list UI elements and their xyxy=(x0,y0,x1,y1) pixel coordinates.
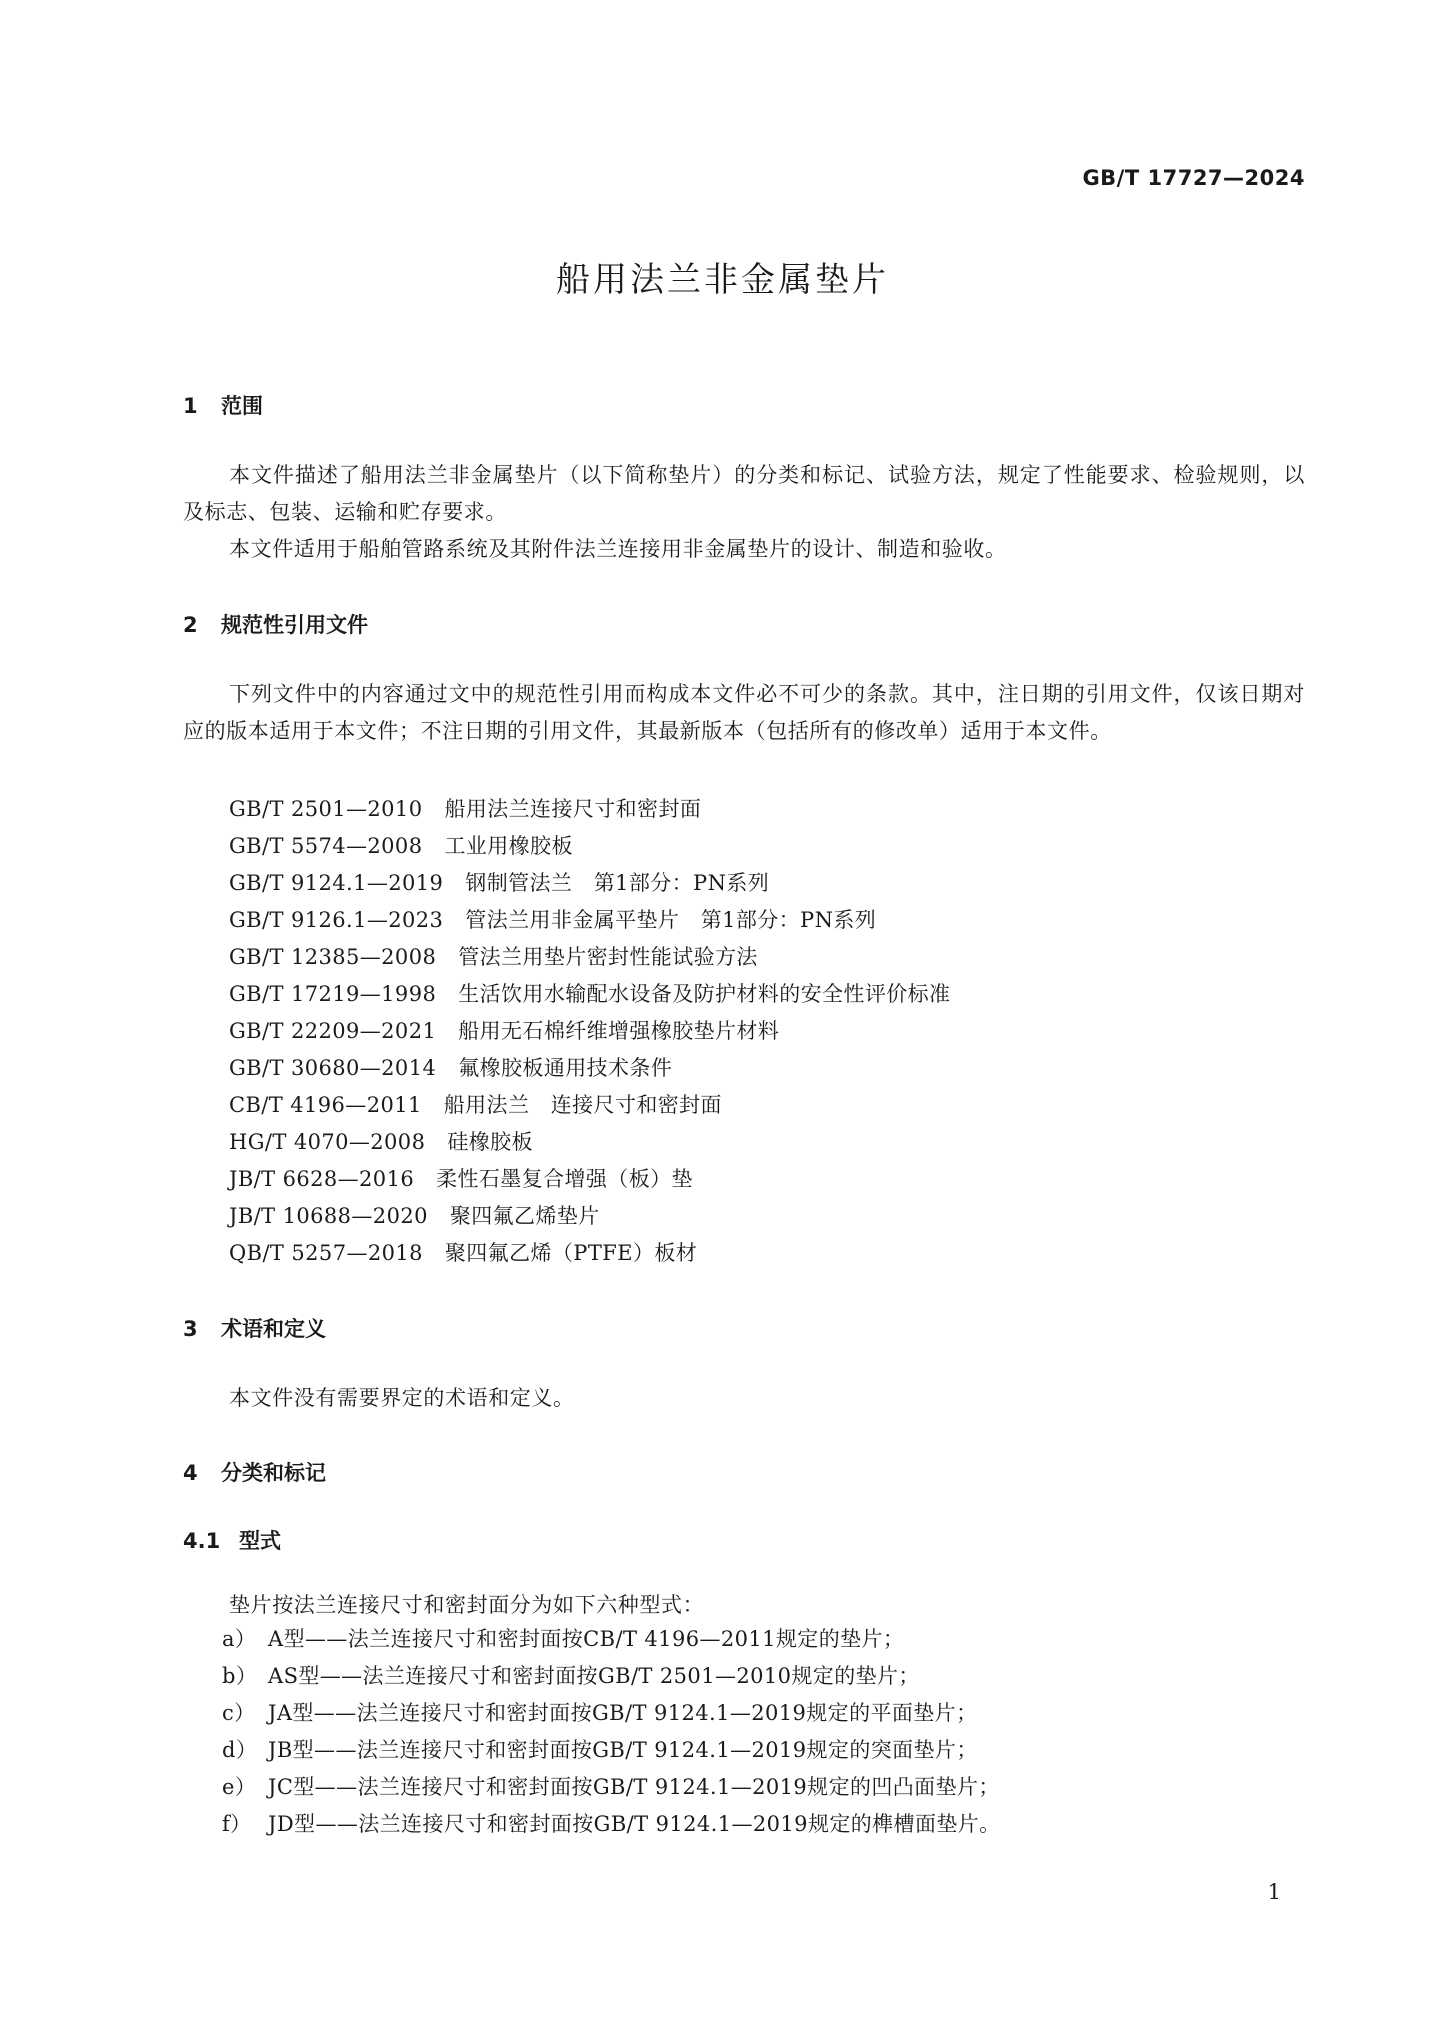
list-item-letter: e） xyxy=(222,1775,257,1799)
reference-code: GB/T 9124.1—2019 xyxy=(229,871,444,895)
list-item-text: AS型——法兰连接尺寸和密封面按GB/T 2501—2010规定的垫片； xyxy=(268,1664,920,1688)
section-title: 范围 xyxy=(221,394,263,418)
paragraph: 下列文件中的内容通过文中的规范性引用而构成本文件必不可少的条款。其中，注日期的引用文件，仅该日期对应的版本适用于本文件；不注日期的引用文件，其最新版本（包括所有的修改单）适用于本文件。 xyxy=(183,682,1305,743)
reference-name: 船用法兰 连接尺寸和密封面 xyxy=(443,1093,722,1117)
subsection-number: 4.1 xyxy=(183,1529,221,1553)
reference-name: 工业用橡胶板 xyxy=(444,834,573,858)
reference-code: JB/T 10688—2020 xyxy=(229,1204,428,1228)
reference-entry xyxy=(229,793,701,823)
reference-code: CB/T 4196—2011 xyxy=(229,1093,422,1117)
reference-name: 管法兰用垫片密封性能试验方法 xyxy=(458,945,758,969)
reference-code: GB/T 17219—1998 xyxy=(229,982,437,1006)
list-item-letter: b） xyxy=(222,1664,258,1688)
reference-code: GB/T 9126.1—2023 xyxy=(229,908,444,932)
section-heading-3 xyxy=(183,1313,326,1343)
list-item xyxy=(222,1660,920,1690)
section-heading-2 xyxy=(183,609,368,639)
section-title: 规范性引用文件 xyxy=(221,613,368,637)
section-number: 2 xyxy=(183,613,198,637)
list-item xyxy=(222,1771,1000,1801)
list-item xyxy=(222,1623,904,1653)
reference-code: GB/T 12385—2008 xyxy=(229,945,437,969)
reference-name: 聚四氟乙烯（PTFE）板材 xyxy=(444,1241,698,1265)
standard-number: GB/T 17727—2024 xyxy=(1082,166,1305,190)
reference-name: 管法兰用非金属平垫片 第1部分：PN系列 xyxy=(465,908,877,932)
list-item-text: A型——法兰连接尺寸和密封面按CB/T 4196—2011规定的垫片； xyxy=(268,1627,905,1651)
reference-entry xyxy=(229,1052,672,1082)
reference-code: GB/T 22209—2021 xyxy=(229,1019,437,1043)
paragraph: 垫片按法兰连接尺寸和密封面分为如下六种型式： xyxy=(229,1593,705,1617)
list-item-text: JA型——法兰连接尺寸和密封面按GB/T 9124.1—2019规定的平面垫片； xyxy=(268,1701,978,1725)
reference-name: 氟橡胶板通用技术条件 xyxy=(458,1056,673,1080)
reference-code: JB/T 6628—2016 xyxy=(229,1167,415,1191)
list-item-text: JC型——法兰连接尺寸和密封面按GB/T 9124.1—2019规定的凹凸面垫片； xyxy=(268,1775,1000,1799)
list-item-letter: c） xyxy=(222,1701,256,1725)
reference-entry xyxy=(229,1089,722,1119)
reference-name: 生活饮用水输配水设备及防护材料的安全性评价标准 xyxy=(458,982,951,1006)
section-title: 分类和标记 xyxy=(221,1461,326,1485)
document-title: 船用法兰非金属垫片 xyxy=(556,260,889,300)
section-number: 3 xyxy=(183,1317,198,1341)
list-item-text: JB型——法兰连接尺寸和密封面按GB/T 9124.1—2019规定的突面垫片； xyxy=(268,1738,978,1762)
reference-code: GB/T 5574—2008 xyxy=(229,834,423,858)
list-item xyxy=(222,1808,1001,1838)
list-item xyxy=(222,1734,978,1764)
list-item-letter: d） xyxy=(222,1738,258,1762)
reference-entry xyxy=(229,978,950,1008)
reference-name: 船用无石棉纤维增强橡胶垫片材料 xyxy=(458,1019,780,1043)
list-item-letter: f） xyxy=(222,1812,252,1836)
reference-entry xyxy=(229,904,876,934)
reference-name: 聚四氟乙烯垫片 xyxy=(449,1204,600,1228)
section-number: 4 xyxy=(183,1461,198,1485)
reference-name: 硅橡胶板 xyxy=(447,1130,533,1154)
reference-entry xyxy=(229,1237,697,1267)
page-number: 1 xyxy=(1267,1880,1281,1904)
reference-entry xyxy=(229,867,769,897)
reference-entry xyxy=(229,1126,533,1156)
list-item-text: JD型——法兰连接尺寸和密封面按GB/T 9124.1—2019规定的榫槽面垫片。 xyxy=(268,1812,1001,1836)
reference-code: GB/T 30680—2014 xyxy=(229,1056,437,1080)
paragraph: 本文件没有需要界定的术语和定义。 xyxy=(229,1386,575,1410)
section-heading-1 xyxy=(183,390,263,420)
reference-name: 船用法兰连接尺寸和密封面 xyxy=(444,797,702,821)
reference-entry xyxy=(229,941,758,971)
subsection-heading-4-1 xyxy=(183,1525,281,1555)
reference-code: QB/T 5257—2018 xyxy=(229,1241,423,1265)
paragraph: 本文件适用于船舶管路系统及其附件法兰连接用非金属垫片的设计、制造和验收。 xyxy=(229,537,1007,561)
reference-entry xyxy=(229,1163,693,1193)
list-item-letter: a） xyxy=(222,1627,257,1651)
reference-entry xyxy=(229,830,573,860)
reference-code: GB/T 2501—2010 xyxy=(229,797,423,821)
subsection-title: 型式 xyxy=(239,1529,281,1553)
reference-entry xyxy=(229,1015,779,1045)
reference-code: HG/T 4070—2008 xyxy=(229,1130,426,1154)
reference-name: 柔性石墨复合增强（板）垫 xyxy=(436,1167,693,1191)
reference-name: 钢制管法兰 第1部分：PN系列 xyxy=(465,871,770,895)
section-title: 术语和定义 xyxy=(221,1317,326,1341)
reference-entry xyxy=(229,1200,600,1230)
paragraph: 本文件描述了船用法兰非金属垫片（以下简称垫片）的分类和标记、试验方法，规定了性能要求、检验规则，以及标志、包装、运输和贮存要求。 xyxy=(183,463,1305,524)
section-heading-4 xyxy=(183,1457,326,1487)
list-item xyxy=(222,1697,977,1727)
section-number: 1 xyxy=(183,394,198,418)
